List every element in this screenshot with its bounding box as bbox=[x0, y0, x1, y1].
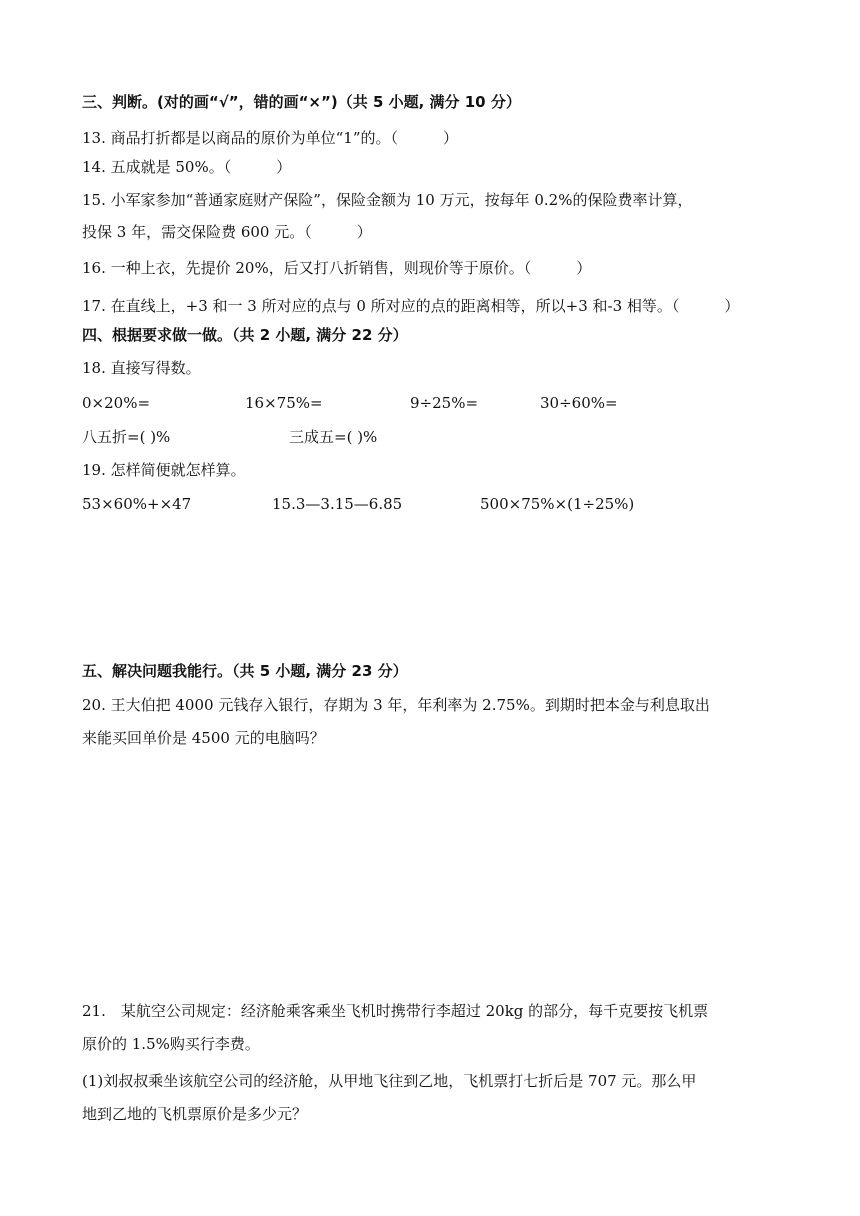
q18-item-6: 三成五=( )% bbox=[289, 428, 378, 446]
question-19-title: 19. 怎样简便就怎样算。 bbox=[82, 461, 246, 479]
section-4-heading: 四、根据要求做一做。（共 2 小题, 满分 22 分） bbox=[82, 326, 408, 344]
q19-item-2: 15.3—3.15—6.85 bbox=[272, 495, 403, 513]
question-14: 14. 五成就是 50%。（ ） bbox=[82, 158, 292, 176]
q18-item-1: 0×20%= bbox=[82, 394, 151, 412]
q18-item-3: 9÷25%= bbox=[410, 394, 479, 412]
section-5-heading: 五、解决问题我能行。（共 5 小题, 满分 23 分） bbox=[82, 662, 408, 680]
q19-item-3: 500×75%×(1÷25%) bbox=[480, 495, 635, 513]
question-20-line-2: 来能买回单价是 4500 元的电脑吗？ bbox=[82, 729, 325, 747]
q18-item-4: 30÷60%= bbox=[540, 394, 618, 412]
question-20-line-1: 20. 王大伯把 4000 元钱存入银行，存期为 3 年，年利率为 2.75%。到期时把本金与利息取出 bbox=[82, 696, 710, 714]
question-16: 16. 一种上衣，先提价 20%，后又打八折销售，则现价等于原价。（ ） bbox=[82, 259, 592, 277]
question-15-line-1: 15. 小军家参加“普通家庭财产保险”，保险金额为 10 万元，按每年 0.2%的保险费率计算， bbox=[82, 191, 693, 209]
question-18-title: 18. 直接写得数。 bbox=[82, 359, 201, 377]
q18-item-2: 16×75%= bbox=[245, 394, 323, 412]
q19-item-1: 53×60%+×47 bbox=[82, 495, 192, 513]
question-21-part-1-line-1: (1)刘叔叔乘坐该航空公司的经济舱，从甲地飞往到乙地，飞机票打七折后是 707 元。那么甲 bbox=[82, 1072, 697, 1090]
question-13: 13. 商品打折都是以商品的原价为单位“1”的。（ ） bbox=[82, 129, 459, 147]
question-21-line-2: 原价的 1.5%购买行李费。 bbox=[82, 1035, 260, 1053]
question-17: 17. 在直线上，+3 和一 3 所对应的点与 0 所对应的点的距离相等，所以+3 和-3 相等。（ ） bbox=[82, 297, 740, 315]
section-3-heading: 三、判断。(对的画“√”，错的画“×”)（共 5 小题, 满分 10 分） bbox=[82, 93, 521, 111]
question-15-line-2: 投保 3 年，需交保险费 600 元。（ ） bbox=[82, 223, 372, 241]
q18-item-5: 八五折=( )% bbox=[82, 428, 171, 446]
question-21-part-1-line-2: 地到乙地的飞机票原价是多少元？ bbox=[82, 1105, 308, 1123]
question-21-line-1: 21. 某航空公司规定：经济舱乘客乘坐飞机时携带行李超过 20kg 的部分，每千克要按飞机票 bbox=[82, 1002, 709, 1020]
